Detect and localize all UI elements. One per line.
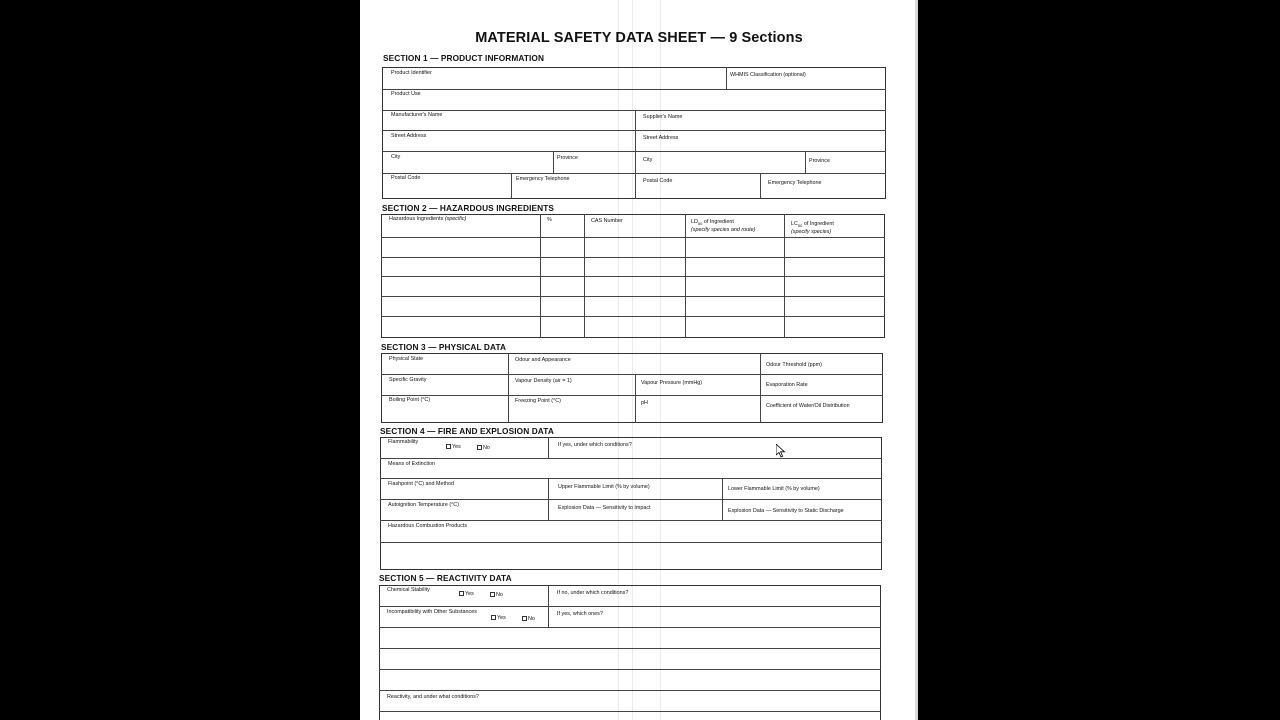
field-whmis-classification[interactable]: WHMIS Classification (optional): [730, 72, 806, 78]
field-manufacturer-street[interactable]: Street Address: [391, 133, 427, 139]
field-stability-conditions[interactable]: If no, under which conditions?: [557, 590, 629, 596]
field-freezing-point[interactable]: Freezing Point (°C): [515, 398, 561, 404]
field-manufacturer-emergency-phone[interactable]: Emergency Telephone: [516, 176, 570, 182]
field-supplier-street[interactable]: Street Address: [643, 135, 679, 141]
stability-no-checkbox[interactable]: No: [490, 592, 503, 598]
incompatibility-yes-checkbox[interactable]: Yes: [491, 615, 506, 621]
field-coefficient-water-oil[interactable]: Coefficient of Water/Oil Distribution: [766, 403, 850, 409]
field-manufacturer-city[interactable]: City: [391, 154, 401, 160]
field-ph[interactable]: pH: [641, 400, 648, 406]
form-title: MATERIAL SAFETY DATA SHEET — 9 Sections: [475, 30, 803, 46]
section5-heading: SECTION 5 — REACTIVITY DATA: [379, 573, 512, 583]
section3-heading: SECTION 3 — PHYSICAL DATA: [381, 342, 507, 352]
flammability-no-checkbox[interactable]: No: [477, 445, 490, 451]
field-flammability: Flammability: [388, 439, 419, 445]
field-specific-gravity[interactable]: Specific Gravity: [389, 377, 427, 383]
field-supplier-emergency-phone[interactable]: Emergency Telephone: [768, 180, 822, 186]
mouse-cursor-icon: [776, 444, 786, 458]
field-incompatibility-which[interactable]: If yes, which ones?: [557, 611, 603, 617]
field-vapour-pressure[interactable]: Vapour Pressure (mmHg): [641, 380, 703, 386]
section4-heading: SECTION 4 — FIRE AND EXPLOSION DATA: [380, 426, 554, 436]
field-lower-flammable-limit[interactable]: Lower Flammable Limit (% by volume): [728, 486, 820, 492]
field-supplier-name[interactable]: Supplier's Name: [643, 114, 683, 120]
field-flashpoint[interactable]: Flashpoint (°C) and Method: [388, 481, 454, 487]
section2-heading: SECTION 2 — HAZARDOUS INGREDIENTS: [382, 203, 555, 213]
field-supplier-province[interactable]: Province: [809, 158, 830, 164]
column-lc50: $LC_{50}$ of Ingredient (specify species): [791, 221, 834, 235]
field-hazardous-combustion-products[interactable]: Hazardous Combustion Products: [388, 523, 468, 529]
field-supplier-postal[interactable]: Postal Code: [643, 178, 673, 184]
field-flammability-conditions[interactable]: If yes, under which conditions?: [558, 442, 632, 448]
field-product-identifier[interactable]: Product Identifier: [391, 70, 432, 76]
page-edge-shadow: [915, 0, 918, 720]
field-evaporation-rate[interactable]: Evaporation Rate: [766, 382, 808, 388]
field-upper-flammable-limit[interactable]: Upper Flammable Limit (% by volume): [558, 484, 650, 490]
field-incompatibility: Incompatibility with Other Substances: [387, 609, 477, 615]
field-explosion-static[interactable]: Explosion Data — Sensitivity to Static Discharge: [728, 508, 844, 514]
field-means-of-extinction[interactable]: Means of Extinction: [388, 461, 436, 467]
field-explosion-impact[interactable]: Explosion Data — Sensitivity to Impact: [558, 505, 651, 511]
field-product-use[interactable]: Product Use: [391, 91, 421, 97]
column-percent: %: [547, 217, 552, 223]
field-autoignition-temperature[interactable]: Autoignition Temperature (°C): [388, 502, 459, 508]
field-boiling-point[interactable]: Boiling Point (°C): [389, 397, 431, 403]
column-cas-number: CAS Number: [591, 218, 623, 224]
field-odour-appearance[interactable]: Odour and Appearance: [515, 357, 571, 363]
field-reactivity-conditions[interactable]: Reactivity, and under what conditions?: [387, 694, 479, 700]
field-chemical-stability: Chemical Stability: [387, 587, 430, 593]
column-hazardous-ingredients: Hazardous Ingredients (specific): [389, 216, 467, 222]
field-manufacturer-name[interactable]: Manufacturer's Name: [391, 112, 443, 118]
field-manufacturer-postal[interactable]: Postal Code: [391, 175, 421, 181]
incompatibility-no-checkbox[interactable]: No: [522, 616, 535, 622]
field-odour-threshold[interactable]: Odour Threshold (ppm): [766, 362, 822, 368]
document-page: [360, 0, 918, 720]
field-physical-state[interactable]: Physical State: [389, 356, 424, 362]
field-supplier-city[interactable]: City: [643, 157, 653, 163]
field-manufacturer-province[interactable]: Province: [557, 155, 578, 161]
column-ld50: $LD_{50}$ of Ingredient (specify species and route): [691, 219, 756, 233]
flammability-yes-checkbox[interactable]: Yes: [446, 444, 461, 450]
stability-yes-checkbox[interactable]: Yes: [459, 591, 474, 597]
field-vapour-density[interactable]: Vapour Density (air = 1): [515, 378, 572, 384]
section1-heading: SECTION 1 — PRODUCT INFORMATION: [383, 53, 545, 63]
